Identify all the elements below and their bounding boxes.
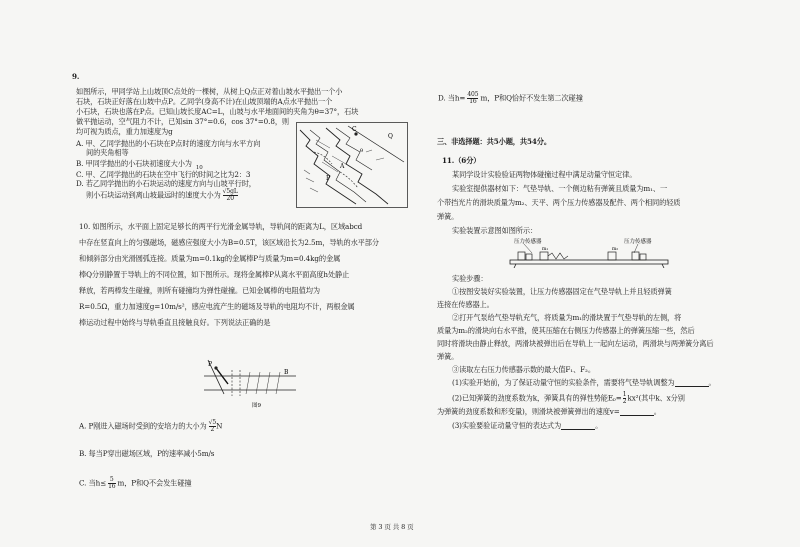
fig-label-a: A bbox=[340, 163, 345, 170]
rail-diagram bbox=[202, 354, 298, 410]
fig-label-b: B bbox=[284, 369, 289, 376]
q9-stem-line: 小石块，石块也落在P点。已知山坡长度AC=L，山坡与水平地面间的夹角为θ=37°，石块 bbox=[76, 107, 359, 116]
page-footer: 第 3 页 共 8 页 bbox=[370, 523, 414, 531]
fig-label-angle: θ bbox=[360, 148, 364, 154]
q11-line: 实验装置示意图如图所示： bbox=[452, 226, 538, 235]
q11-line: 弹簧。 bbox=[437, 212, 459, 221]
q11-line: ②打开气泵给气垫导轨充气，将质量为m₁的滑块置于气垫导轨的左侧，将 bbox=[452, 313, 682, 322]
q10-stem-line: R=0.5Ω，重力加速度g=10m/s²，感应电流产生的磁场及导轨的电阻均不计，两根金属 bbox=[79, 302, 355, 311]
q9-stem-line: 均可视为质点，重力加速度为g bbox=[76, 127, 173, 136]
q10-stem-line: 和倾斜部分由光滑圆弧连接。质量为m=0.1kg的金属棒P与质量为m=0.4kg的金属 bbox=[79, 254, 341, 263]
fig-caption: 图9 bbox=[252, 403, 261, 409]
q11-line: 某同学设计实验验证两物体碰撞过程中满足动量守恒定律。 bbox=[452, 170, 637, 179]
q9-stem-line: 如图所示，甲同学站上山坡顶C点处的一棵树，从树上Q点正对着山坡水平抛出一个小 bbox=[76, 87, 343, 96]
q10-option-b: B. 每当P穿出磁场区域，P的速率减小5m/s bbox=[79, 449, 215, 458]
block-label-m2: m₂ bbox=[612, 247, 619, 252]
answer-blank[interactable] bbox=[675, 379, 709, 387]
q11-line: 实验室提供器材如下：气垫导轨、一个侧边粘有弹簧且质量为m₁、一 bbox=[452, 184, 668, 193]
q9-option-d-cont: 则小石块运动到离山坡最远时的速度大小为 $\frac{√5gL}{20}$ bbox=[86, 188, 238, 202]
q10-stem-line: 释放，若两棒发生碰撞，则所有碰撞均为弹性碰撞。已知金属棒的电阻值均为 bbox=[79, 286, 320, 295]
q9-option-b: B. 甲同学抛出的小石块初速度大小为 $_{10}$ bbox=[76, 159, 203, 171]
sensor-label-right: 压力传感器 bbox=[624, 239, 652, 245]
apparatus-diagram bbox=[508, 236, 670, 268]
q11-line: 弹簧。 bbox=[437, 352, 459, 361]
q11-line: 个带挡光片的滑块质量为m₂、天平、两个压力传感器及配件、两个相同的轻质 bbox=[437, 198, 681, 207]
q10-stem-line: 10. 如图所示，水平面上固定足够长的两平行光滑金属导轨，导轨间的距离为L，区域abcd bbox=[79, 222, 363, 231]
q9-option-a: A. 甲、乙同学抛出的小石块在P点时的速度方向与水平方向 bbox=[76, 139, 261, 148]
q9-stem-line: 做平抛运动，空气阻力不计，已知sin 37°=0.6，cos 37°=0.8，则 bbox=[76, 117, 289, 126]
q11-subquestion-1: (1)实验开始前，为了保证动量守恒的实验条件，需要将气垫导轨调整为 。 bbox=[452, 378, 716, 387]
q9-option-c: C. 甲、乙同学抛出的石块在空中飞行的时间之比为2：3 bbox=[76, 170, 251, 179]
answer-blank[interactable] bbox=[620, 408, 654, 416]
q11-number: 11.（6分） bbox=[442, 156, 481, 165]
block-label-m1: m₁ bbox=[542, 247, 549, 252]
q11-line: ③读取左右压力传感器示数的最大值F₁、F₂。 bbox=[452, 365, 595, 374]
q10-option-d: D. 当h= $\frac{405}{16}$ m，P和Q恰好不发生第二次碰撞 bbox=[438, 91, 583, 105]
fig-label-p: P bbox=[326, 175, 331, 182]
q11-line: 质量为m₂的滑块向右水平推，使其压缩在右侧压力传感器上的弹簧压缩一些，然后 bbox=[437, 326, 695, 335]
q10-stem-line: 棒Q分别静置于导轨上的不同位置，如下图所示。现将金属棒P从离水平面高度h处静止 bbox=[79, 270, 350, 279]
q11-subquestion-2: (2)已知弹簧的劲度系数为k，弹簧具有的弹性势能Eₚ= $\frac{1}{2}$ kx²(其中k、x分别 bbox=[452, 391, 685, 405]
sensor-label-left: 压力传感器 bbox=[514, 239, 542, 245]
q11-line: 同时将滑块由静止释放，两滑块被弹出后在导轨上一起向左运动，两滑块与两弹簧分离后 bbox=[437, 339, 714, 348]
section-heading: 三、非选择题：共5小题，共54分。 bbox=[437, 137, 551, 146]
fig-label-q: Q bbox=[388, 133, 393, 140]
q9-stem-line: 石块，石块正好落在山坡中点P。乙同学(身高不计)在山坡顶端的A点水平抛出一个 bbox=[76, 97, 333, 106]
q10-option-a: A. P刚进入磁场时受到的安培力的大小为 $\frac{√5}{2}$ N bbox=[79, 419, 223, 433]
q10-stem-line: 中存在竖直向上的匀强磁场，磁感应强度大小为B=0.5T，该区域沿长为2.5m，导轨的水平部分 bbox=[79, 238, 379, 247]
q11-line: ①按图安装好实验装置，让压力传感器固定在气垫导轨上并且轻质弹簧 bbox=[452, 287, 672, 296]
q11-subquestion-2-cont: 为弹簧的劲度系数和形变量)，则滑块被弹簧弹出的速度v= 。 bbox=[437, 407, 661, 416]
q11-subquestion-3: (3)实验要验证动量守恒的表达式为 。 bbox=[452, 421, 603, 430]
answer-blank[interactable] bbox=[561, 422, 595, 430]
q10-stem-line: 棒运动过程中始终与导轨垂直且接触良好。下列说法正确的是 bbox=[79, 318, 271, 327]
q11-steps-label: 实验步骤： bbox=[452, 274, 488, 283]
q10-option-c: C. 当h≤ $\frac{5}{16}$ m，P和Q不会发生碰撞 bbox=[79, 476, 192, 490]
q9-option-d: D. 若乙同学抛出的小石块运动的速度方向与山坡平行时， bbox=[76, 179, 256, 188]
slope-diagram bbox=[296, 122, 408, 208]
fig-label-c: C bbox=[352, 126, 357, 133]
q11-line: 连接在传感器上。 bbox=[437, 300, 494, 309]
question-number: 9. bbox=[72, 72, 80, 81]
fig-label-p-rail: P bbox=[208, 361, 213, 368]
q9-option-a-cont: 间的夹角相等 bbox=[86, 148, 129, 157]
